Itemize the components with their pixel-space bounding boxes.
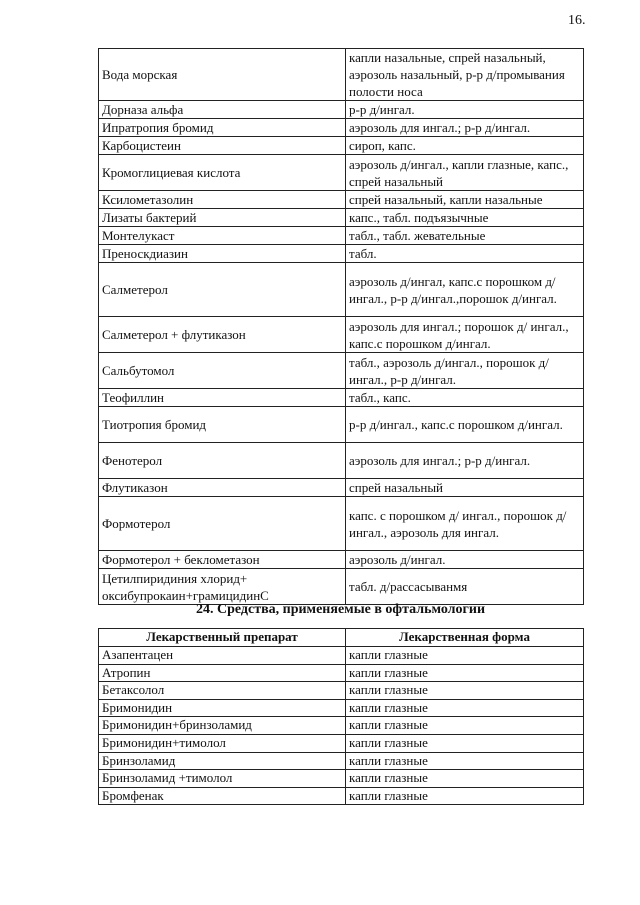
drug-name-cell: Бримонидин+бринзоламид [99,717,346,735]
dosage-form-cell: аэрозоль д/ингал., капли глазные, капс., спрей назальный [346,155,584,191]
table-row [99,191,584,209]
table-row [99,317,584,353]
table-row [99,443,584,479]
table-row [99,770,584,788]
table-row [99,101,584,119]
table-row [99,245,584,263]
drug-name-cell: Ипратропия бромид [99,119,346,137]
column-header-drug: Лекарственный препарат [99,629,346,647]
table-row [99,752,584,770]
table-header-row [99,629,584,647]
drug-name-cell: Бримонидин [99,699,346,717]
drug-name-cell: Цетилпиридиния хлорид+ оксибупрокаин+грамицидинС [99,569,346,605]
dosage-form-cell: капли глазные [346,717,584,735]
table-row [99,49,584,101]
drug-name-cell: Лизаты бактерий [99,209,346,227]
dosage-form-cell: капс., табл. подъязычные [346,209,584,227]
drug-name-cell: Бромфенак [99,787,346,805]
dosage-form-cell: табл. д/рассасыванмя [346,569,584,605]
dosage-form-cell: аэрозоль д/ингал, капс.с порошком д/ингал., р-р д/ингал.,порошок д/ингал. [346,263,584,317]
table-row [99,263,584,317]
dosage-form-cell: капли глазные [346,734,584,752]
respiratory-drugs-table [98,48,584,605]
dosage-form-cell: р-р д/ингал. [346,101,584,119]
table-row [99,353,584,389]
table-row [99,717,584,735]
dosage-form-cell: аэрозоль для ингал.; порошок д/ ингал., капс.с порошком д/ингал. [346,317,584,353]
drug-name-cell: Монтелукаст [99,227,346,245]
table-row [99,209,584,227]
table-row [99,497,584,551]
page-number: 16. [568,13,586,28]
drug-name-cell: Салметерол [99,263,346,317]
drug-name-cell: Бринзоламид +тимолол [99,770,346,788]
drug-name-cell: Дорназа альфа [99,101,346,119]
drug-name-cell: Тиотропия бромид [99,407,346,443]
drug-name-cell: Вода морская [99,49,346,101]
drug-name-cell: Ксилометазолин [99,191,346,209]
drug-name-cell: Формотерол [99,497,346,551]
table-row [99,137,584,155]
dosage-form-cell: спрей назальный [346,479,584,497]
dosage-form-cell: капли глазные [346,664,584,682]
dosage-form-cell: р-р д/ингал., капс.с порошком д/ингал. [346,407,584,443]
table-row [99,551,584,569]
drug-name-cell: Атропин [99,664,346,682]
dosage-form-cell: табл. [346,245,584,263]
table-row [99,407,584,443]
drug-name-cell: Флутиказон [99,479,346,497]
dosage-form-cell: капли глазные [346,647,584,665]
table-row [99,479,584,497]
dosage-form-cell: сироп, капс. [346,137,584,155]
drug-name-cell: Азапентацен [99,647,346,665]
dosage-form-cell: капли назальные, спрей назальный, аэрозоль назальный, р-р д/промывания полости носа [346,49,584,101]
table-row [99,734,584,752]
dosage-form-cell: капли глазные [346,752,584,770]
drug-name-cell: Теофиллин [99,389,346,407]
dosage-form-cell: аэрозоль д/ингал. [346,551,584,569]
dosage-form-cell: капли глазные [346,770,584,788]
section-heading: 24. Средства, применяемые в офтальмологии [195,602,486,617]
drug-name-cell: Салметерол + флутиказон [99,317,346,353]
drug-name-cell: Бринзоламид [99,752,346,770]
dosage-form-cell: аэрозоль для ингал.; р-р д/ингал. [346,443,584,479]
table-row [99,569,584,605]
table-row [99,787,584,805]
dosage-form-cell: капс. с порошком д/ ингал., порошок д/ ингал., аэрозоль для ингал. [346,497,584,551]
drug-name-cell: Преноскдиазин [99,245,346,263]
table-row [99,699,584,717]
drug-name-cell: Бетаксолол [99,682,346,700]
table-row [99,119,584,137]
drug-name-cell: Бримонидин+тимолол [99,734,346,752]
dosage-form-cell: капли глазные [346,787,584,805]
dosage-form-cell: табл., табл. жевательные [346,227,584,245]
column-header-form: Лекарственная форма [346,629,584,647]
ophthalmology-drugs-table [98,628,584,805]
dosage-form-cell: аэрозоль для ингал.; р-р д/ингал. [346,119,584,137]
dosage-form-cell: капли глазные [346,699,584,717]
dosage-form-cell: табл., капс. [346,389,584,407]
table-row [99,682,584,700]
table-row [99,389,584,407]
table-row [99,227,584,245]
drug-name-cell: Карбоцистеин [99,137,346,155]
drug-name-cell: Кромоглициевая кислота [99,155,346,191]
drug-name-cell: Сальбутомол [99,353,346,389]
drug-name-cell: Фенотерол [99,443,346,479]
drug-name-cell: Формотерол + беклометазон [99,551,346,569]
table-row [99,155,584,191]
dosage-form-cell: табл., аэрозоль д/ингал., порошок д/ингал., р-р д/ингал. [346,353,584,389]
table-row [99,647,584,665]
dosage-form-cell: спрей назальный, капли назальные [346,191,584,209]
table-row [99,664,584,682]
dosage-form-cell: капли глазные [346,682,584,700]
